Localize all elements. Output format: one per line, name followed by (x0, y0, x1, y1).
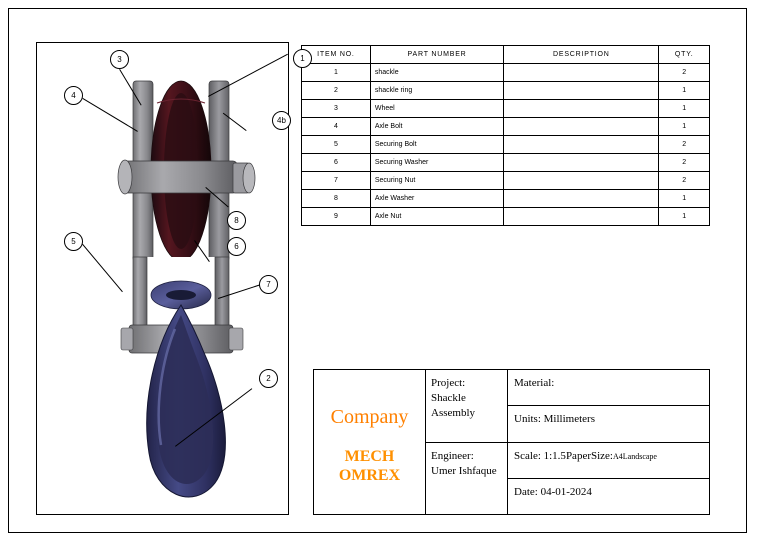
table-row (302, 64, 710, 82)
engineer-cell (426, 443, 507, 515)
table-header-row (302, 46, 710, 64)
cell-description (504, 136, 659, 154)
table-row (302, 172, 710, 190)
project-cell (426, 370, 507, 443)
cell-part-number: Securing Washer (370, 154, 503, 172)
column-header-description: DESCRIPTION (504, 46, 659, 64)
papersize-label: PaperSize: (565, 449, 613, 462)
material-cell: Material: (508, 370, 709, 406)
cell-description (504, 172, 659, 190)
cell-item-no: 9 (302, 208, 371, 226)
company-cell (314, 370, 426, 514)
cell-item-no: 5 (302, 136, 371, 154)
company-sub-name: MECH OMREX (338, 447, 401, 484)
cell-part-number: Securing Bolt (370, 136, 503, 154)
cell-description (504, 118, 659, 136)
cell-part-number: Axle Washer (370, 190, 503, 208)
project-value: Shackle Assembly (431, 392, 475, 419)
isometric-view-panel (36, 42, 289, 515)
table-row (302, 118, 710, 136)
column-header-item-no: ITEM NO. (302, 46, 371, 64)
scale-papersize-cell (508, 443, 709, 479)
specs-column (508, 370, 709, 514)
cell-qty: 2 (659, 154, 710, 172)
cell-description (504, 190, 659, 208)
cell-qty: 1 (659, 82, 710, 100)
cell-item-no: 8 (302, 190, 371, 208)
balloon-4[interactable]: 4 (64, 86, 83, 105)
cell-qty: 2 (659, 136, 710, 154)
column-header-qty: QTY. (659, 46, 710, 64)
cell-qty: 1 (659, 100, 710, 118)
cell-description (504, 100, 659, 118)
balloon-1[interactable]: 1 (293, 49, 312, 68)
balloon-5[interactable]: 5 (64, 232, 83, 251)
balloon-7[interactable]: 7 (259, 275, 278, 294)
project-engineer-column (426, 370, 508, 514)
cell-description (504, 154, 659, 172)
table-row (302, 190, 710, 208)
project-label: Project: (431, 377, 466, 389)
cell-part-number: shackle (370, 64, 503, 82)
cell-item-no: 4 (302, 118, 371, 136)
cell-part-number: Axle Bolt (370, 118, 503, 136)
table-row (302, 136, 710, 154)
balloon-6[interactable]: 6 (227, 237, 246, 256)
date-cell: Date: 04-01-2024 (514, 485, 592, 498)
cell-qty: 1 (659, 208, 710, 226)
table-row (302, 82, 710, 100)
column-header-part-number: PART NUMBER (370, 46, 503, 64)
cell-part-number: Axle Nut (370, 208, 503, 226)
cell-part-number: shackle ring (370, 82, 503, 100)
title-block (313, 369, 710, 515)
pulley-assembly-drawing (37, 43, 288, 514)
cell-description (504, 82, 659, 100)
balloon-2[interactable]: 2 (259, 369, 278, 388)
balloon-3[interactable]: 3 (110, 50, 129, 69)
scale-label: Scale: 1:1.5 (514, 449, 566, 462)
table-row (302, 154, 710, 172)
cell-item-no: 6 (302, 154, 371, 172)
cell-qty: 1 (659, 190, 710, 208)
table-row (302, 208, 710, 226)
units-cell: Units: Millimeters (508, 406, 709, 442)
cell-part-number: Securing Nut (370, 172, 503, 190)
cell-qty: 2 (659, 64, 710, 82)
cell-description (504, 64, 659, 82)
bill-of-materials-table (301, 45, 710, 226)
table-row (302, 100, 710, 118)
cell-item-no: 1 (302, 64, 371, 82)
company-name: Company (330, 405, 409, 428)
engineer-label: Engineer: (431, 449, 474, 462)
balloon-4b[interactable]: 4b (272, 111, 291, 130)
balloon-8[interactable]: 8 (227, 211, 246, 230)
cell-qty: 1 (659, 118, 710, 136)
cell-item-no: 3 (302, 100, 371, 118)
cell-part-number: Wheel (370, 100, 503, 118)
engineer-value: Umer Ishfaque (431, 464, 497, 477)
papersize-value: A4Landscape (612, 451, 657, 461)
cell-qty: 2 (659, 172, 710, 190)
cell-item-no: 2 (302, 82, 371, 100)
cell-item-no: 7 (302, 172, 371, 190)
cell-description (504, 208, 659, 226)
